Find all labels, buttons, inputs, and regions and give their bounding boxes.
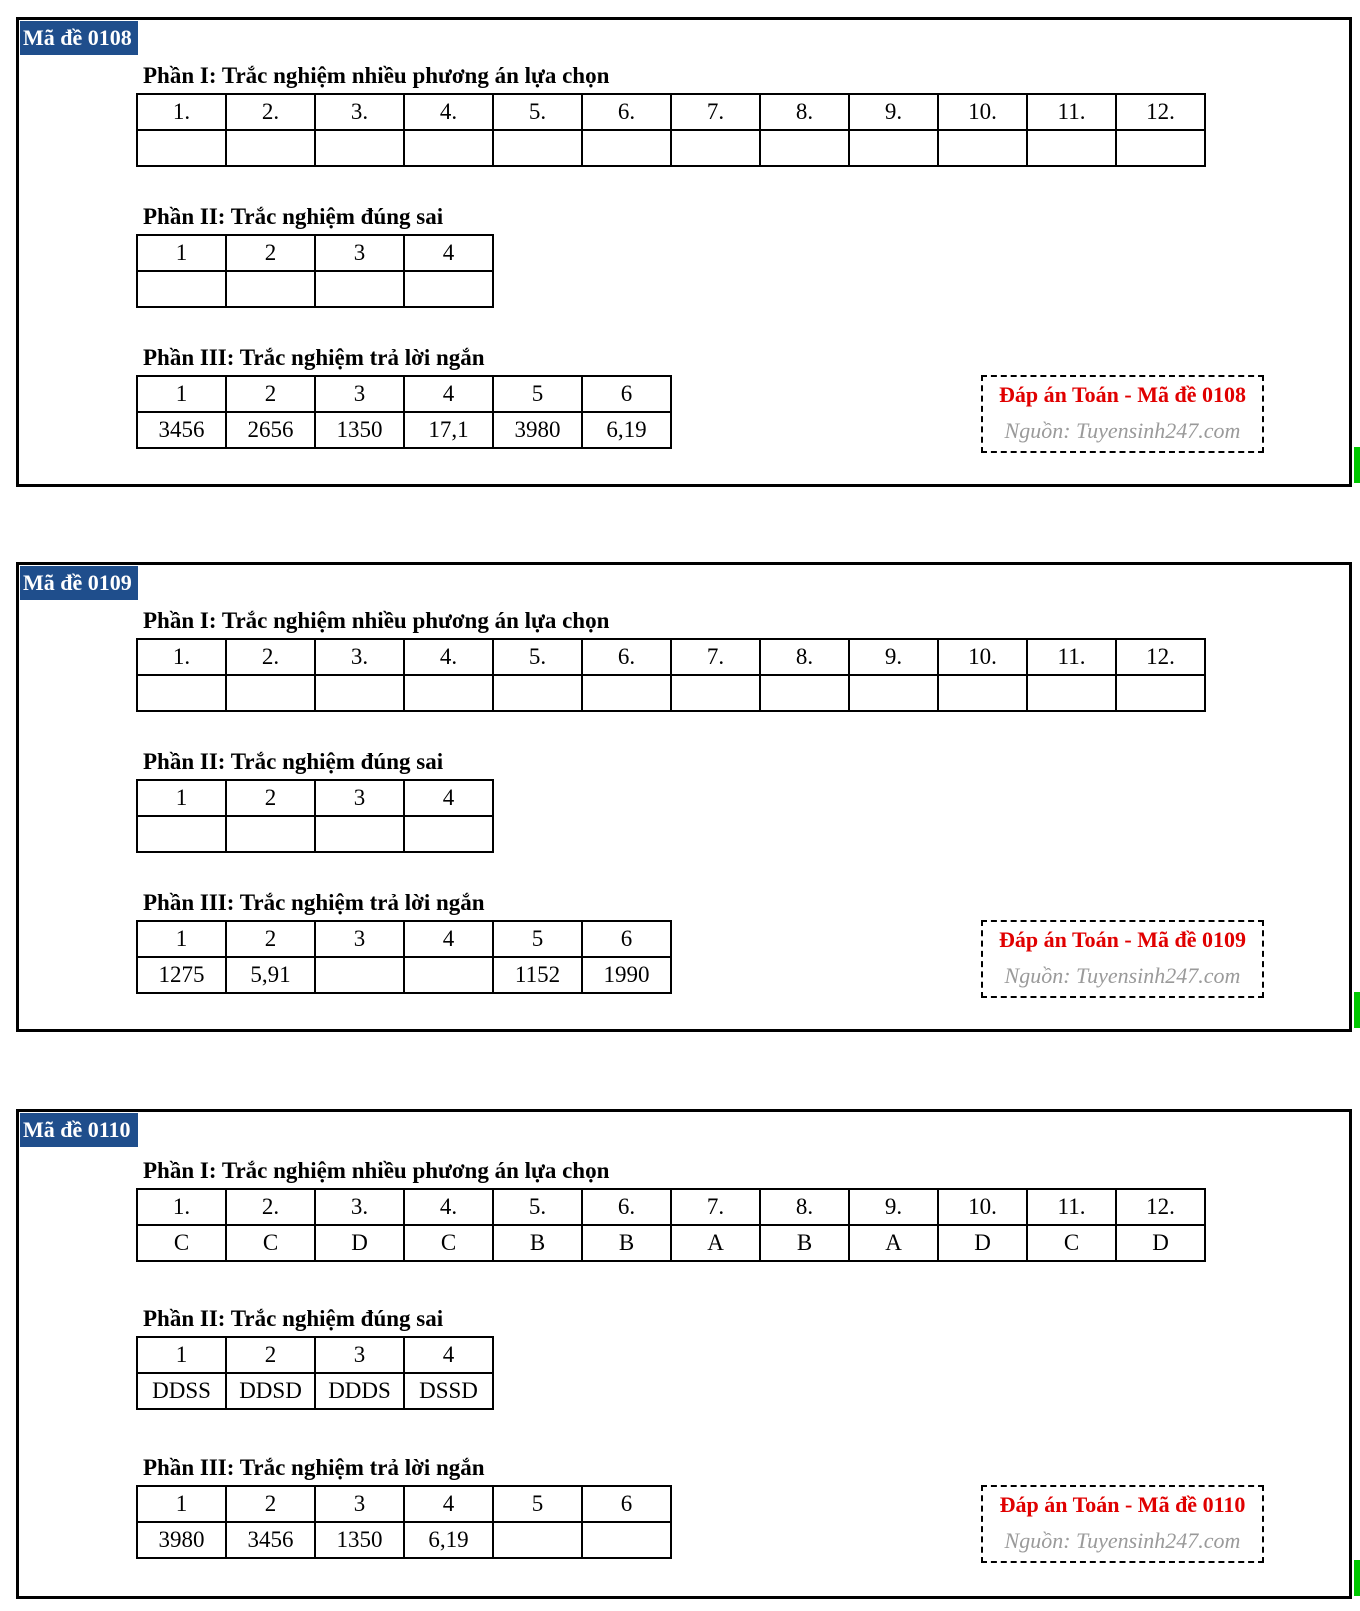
part1-table (136, 93, 1206, 167)
answer-key-title: Đáp án Toán - Mã đề 0110 (999, 1492, 1246, 1517)
cell: 11. (1027, 1189, 1116, 1225)
cell: 3 (315, 1337, 404, 1373)
cell: 6 (582, 376, 671, 412)
cell: 6 (582, 921, 671, 957)
cell (315, 130, 404, 166)
answer-row (137, 1225, 1205, 1261)
cell: 3. (315, 1189, 404, 1225)
cell: 11. (1027, 94, 1116, 130)
edge-marker (1354, 447, 1360, 483)
cell (226, 675, 315, 711)
cell: 1 (137, 376, 226, 412)
cell: 2. (226, 94, 315, 130)
cell (582, 1522, 671, 1558)
answer-key-source: Nguồn: Tuyensinh247.com (1004, 1528, 1241, 1553)
part3-title: Phần III: Trắc nghiệm trả lời ngắn (143, 1455, 485, 1480)
cell: 9. (849, 94, 938, 130)
answer-key-source: Nguồn: Tuyensinh247.com (1004, 418, 1241, 443)
part3-table (136, 375, 672, 449)
cell: 4 (404, 921, 493, 957)
cell: 3980 (137, 1522, 226, 1558)
answer-key-box (981, 1485, 1264, 1563)
cell: 2 (226, 235, 315, 271)
cell (137, 675, 226, 711)
cell: 5. (493, 1189, 582, 1225)
cell (137, 271, 226, 307)
cell: 6. (582, 1189, 671, 1225)
cell: DDDS (315, 1373, 404, 1409)
cell: 1 (137, 235, 226, 271)
cell: 3 (315, 780, 404, 816)
cell (137, 816, 226, 852)
cell: 2656 (226, 412, 315, 448)
cell: 8. (760, 1189, 849, 1225)
exam-code-badge: Mã đề 0108 (20, 21, 138, 55)
part3-table (136, 1485, 672, 1559)
part3-table (136, 920, 672, 994)
cell: B (760, 1225, 849, 1261)
cell (404, 675, 493, 711)
cell: 4 (404, 376, 493, 412)
exam-block-0110 (16, 1109, 1352, 1599)
cell: 3. (315, 639, 404, 675)
cell: 12. (1116, 94, 1205, 130)
cell: 7. (671, 94, 760, 130)
cell: 5. (493, 639, 582, 675)
cell (582, 130, 671, 166)
cell: D (1116, 1225, 1205, 1261)
cell: 4 (404, 1486, 493, 1522)
cell (315, 957, 404, 993)
cell (760, 675, 849, 711)
cell (1027, 675, 1116, 711)
cell: 5 (493, 376, 582, 412)
cell: 10. (938, 1189, 1027, 1225)
header-row (137, 639, 1205, 675)
exam-code-badge: Mã đề 0110 (20, 1113, 138, 1147)
cell: C (1027, 1225, 1116, 1261)
answer-row (137, 412, 671, 448)
cell: 3 (315, 376, 404, 412)
cell: DDSD (226, 1373, 315, 1409)
cell (226, 271, 315, 307)
cell (404, 271, 493, 307)
cell: 12. (1116, 639, 1205, 675)
cell: 2 (226, 921, 315, 957)
exam-block-0109 (16, 562, 1352, 1032)
cell: C (404, 1225, 493, 1261)
cell: D (938, 1225, 1027, 1261)
part3-title: Phần III: Trắc nghiệm trả lời ngắn (143, 345, 485, 370)
answer-row (137, 957, 671, 993)
cell (493, 1522, 582, 1558)
cell (226, 816, 315, 852)
edge-marker (1354, 992, 1360, 1028)
cell: 6. (582, 94, 671, 130)
cell: 11. (1027, 639, 1116, 675)
cell: A (671, 1225, 760, 1261)
edge-marker (1354, 1560, 1360, 1596)
cell (315, 675, 404, 711)
cell: C (137, 1225, 226, 1261)
part2-title: Phần II: Trắc nghiệm đúng sai (143, 1306, 444, 1331)
cell: 12. (1116, 1189, 1205, 1225)
cell: 2 (226, 1486, 315, 1522)
cell: 1 (137, 1337, 226, 1373)
cell (671, 675, 760, 711)
part1-title: Phần I: Trắc nghiệm nhiều phương án lựa chọn (143, 608, 610, 633)
cell: 1275 (137, 957, 226, 993)
part1-title: Phần I: Trắc nghiệm nhiều phương án lựa chọn (143, 63, 610, 88)
cell: 3456 (226, 1522, 315, 1558)
cell (315, 816, 404, 852)
header-row (137, 235, 493, 271)
part2-table (136, 234, 494, 308)
cell (849, 675, 938, 711)
cell (760, 130, 849, 166)
cell: 2. (226, 1189, 315, 1225)
exam-block-0108 (16, 17, 1352, 487)
header-row (137, 1189, 1205, 1225)
cell (1116, 130, 1205, 166)
cell (849, 130, 938, 166)
cell: 1. (137, 639, 226, 675)
cell: 7. (671, 639, 760, 675)
cell: D (315, 1225, 404, 1261)
answer-row (137, 1373, 493, 1409)
cell: DDSS (137, 1373, 226, 1409)
part2-table (136, 779, 494, 853)
cell: C (226, 1225, 315, 1261)
cell (404, 957, 493, 993)
cell: 3 (315, 235, 404, 271)
cell: 3980 (493, 412, 582, 448)
cell: 3 (315, 921, 404, 957)
header-row (137, 1337, 493, 1373)
cell: 6,19 (404, 1522, 493, 1558)
cell: 4 (404, 780, 493, 816)
part2-table (136, 1336, 494, 1410)
header-row (137, 780, 493, 816)
cell (226, 130, 315, 166)
cell: 2. (226, 639, 315, 675)
answer-key-title: Đáp án Toán - Mã đề 0109 (999, 927, 1246, 952)
cell: 4 (404, 235, 493, 271)
cell: 1350 (315, 412, 404, 448)
answer-row (137, 130, 1205, 166)
part1-table (136, 638, 1206, 712)
cell: 1350 (315, 1522, 404, 1558)
cell: 6 (582, 1486, 671, 1522)
cell (671, 130, 760, 166)
answer-key-box (981, 375, 1264, 453)
cell: 5,91 (226, 957, 315, 993)
cell: 3456 (137, 412, 226, 448)
cell: 1990 (582, 957, 671, 993)
cell: 8. (760, 639, 849, 675)
answer-row (137, 1522, 671, 1558)
answer-key-title: Đáp án Toán - Mã đề 0108 (999, 382, 1246, 407)
answer-row (137, 675, 1205, 711)
cell: B (493, 1225, 582, 1261)
cell (1027, 130, 1116, 166)
cell: B (582, 1225, 671, 1261)
cell (1116, 675, 1205, 711)
cell: 10. (938, 94, 1027, 130)
cell (137, 130, 226, 166)
cell: 10. (938, 639, 1027, 675)
exam-code-badge: Mã đề 0109 (20, 566, 138, 600)
cell: 7. (671, 1189, 760, 1225)
part3-title: Phần III: Trắc nghiệm trả lời ngắn (143, 890, 485, 915)
part2-title: Phần II: Trắc nghiệm đúng sai (143, 749, 444, 774)
cell: 6,19 (582, 412, 671, 448)
answer-row (137, 271, 493, 307)
part2-title: Phần II: Trắc nghiệm đúng sai (143, 204, 444, 229)
cell: 4. (404, 94, 493, 130)
header-row (137, 376, 671, 412)
cell (938, 130, 1027, 166)
cell: 3. (315, 94, 404, 130)
answer-key-box (981, 920, 1264, 998)
cell: 8. (760, 94, 849, 130)
cell (493, 675, 582, 711)
cell (315, 271, 404, 307)
cell: 2 (226, 1337, 315, 1373)
header-row (137, 94, 1205, 130)
header-row (137, 1486, 671, 1522)
cell: 1 (137, 921, 226, 957)
cell: 5 (493, 1486, 582, 1522)
answer-row (137, 816, 493, 852)
cell: 5. (493, 94, 582, 130)
cell: 17,1 (404, 412, 493, 448)
cell: 5 (493, 921, 582, 957)
cell (404, 816, 493, 852)
cell: 1 (137, 780, 226, 816)
cell: 4 (404, 1337, 493, 1373)
cell: 2 (226, 376, 315, 412)
cell: 1. (137, 1189, 226, 1225)
cell (493, 130, 582, 166)
cell: 1 (137, 1486, 226, 1522)
cell: 3 (315, 1486, 404, 1522)
cell: DSSD (404, 1373, 493, 1409)
cell: 1. (137, 94, 226, 130)
cell (404, 130, 493, 166)
part1-title: Phần I: Trắc nghiệm nhiều phương án lựa chọn (143, 1158, 610, 1183)
cell: 4. (404, 1189, 493, 1225)
cell: 6. (582, 639, 671, 675)
cell: 2 (226, 780, 315, 816)
cell: 9. (849, 639, 938, 675)
cell: A (849, 1225, 938, 1261)
cell: 4. (404, 639, 493, 675)
part1-table (136, 1188, 1206, 1262)
answer-key-source: Nguồn: Tuyensinh247.com (1004, 963, 1241, 988)
cell (938, 675, 1027, 711)
cell (582, 675, 671, 711)
cell: 9. (849, 1189, 938, 1225)
header-row (137, 921, 671, 957)
cell: 1152 (493, 957, 582, 993)
